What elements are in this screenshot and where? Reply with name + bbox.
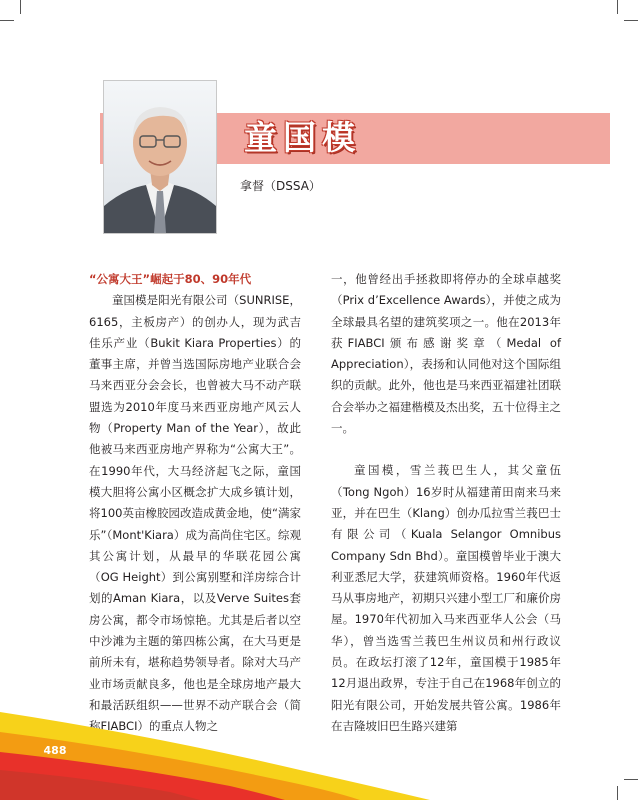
page-number: 488 (43, 744, 67, 757)
paragraph: 童国模是阳光有限公司（SUNRISE，6165，主板房产）的创办人，现为武吉佳乐产业（Bukit Kiara Properties）的董事主席，并曾当选国际房地产业联合会马来西亚分会会长，也曾被大马不动产联盟选为2010年度马来西亚房地产风云人物（Property Man of the Year），故此他被马来西亚房地产界称为“公寓大王”。在1990年代，大马经济起飞之际，童国模大胆将公寓小区概念扩大成乡镇计划，将100英亩橡胶园改造成黄金地，使“满家乐”（Mont'Kiara）成为高尚住宅区。综观其公寓计划，从最早的华联花园公寓（OG Height）到公寓别墅和洋房综合计划的Aman Kiara，以及Verve Suites套房公寓，都令市场惊艳。尤其是后者以空中沙滩为主题的第四栋公寓，在大马更是前所未有，堪称趋势领导者。除对大马产业市场贡献良多，他也是全球房地产最大和最活跃组织——世界不动产联合会（简称FIABCI）的重点人物之 (89, 293, 301, 734)
portrait-illustration (104, 81, 216, 233)
crop-mark (617, 0, 618, 14)
crop-mark (624, 20, 638, 21)
person-name: 童国模 (244, 118, 361, 157)
honorific-title: 拿督（DSSA） (240, 179, 321, 193)
section-heading: “公寓大王”崛起于80、90年代 (89, 272, 252, 286)
decorative-swoosh (0, 650, 638, 800)
crop-mark (20, 0, 21, 14)
paragraph: 一，他曾经出手拯救即将停办的全球卓越奖（Prix d’Excellence Awards），并使之成为全球最具名望的建筑奖项之一。他在2013年获FIABCI颁布感谢奖章（Medal of Appreciation），表扬和认同他对这个国际组织的贡献。此外，他也是马来西亚福建社团联合会举办之福建楷模及杰出奖，五十位得主之一。 (331, 272, 561, 436)
portrait-photo (103, 80, 217, 234)
crop-mark (0, 20, 14, 21)
paragraph: 童国模，雪兰莪巴生人，其父童伍（Tong Ngoh）16岁时从福建莆田南来马来亚，并在巴生（Klang）创办瓜拉雪兰莪巴士有限公司（Kuala Selangor Omnibus Company Sdn Bhd）。童国模曾毕业于澳大利亚悉尼大学，获建筑师资格。1960年代返马从事房地产，初期只兴建小型工厂和廉价房屋。1970年代初加入马来西亚华人公会（马华），曾当选雪兰莪巴生州议员和州行政议员。在政坛打滚了12年，童国模于1985年12月退出政界，专注于自己在1968年创立的阳光有限公司，开始发展共管公寓。1986年在吉隆坡旧巴生路兴建第 (331, 463, 561, 733)
